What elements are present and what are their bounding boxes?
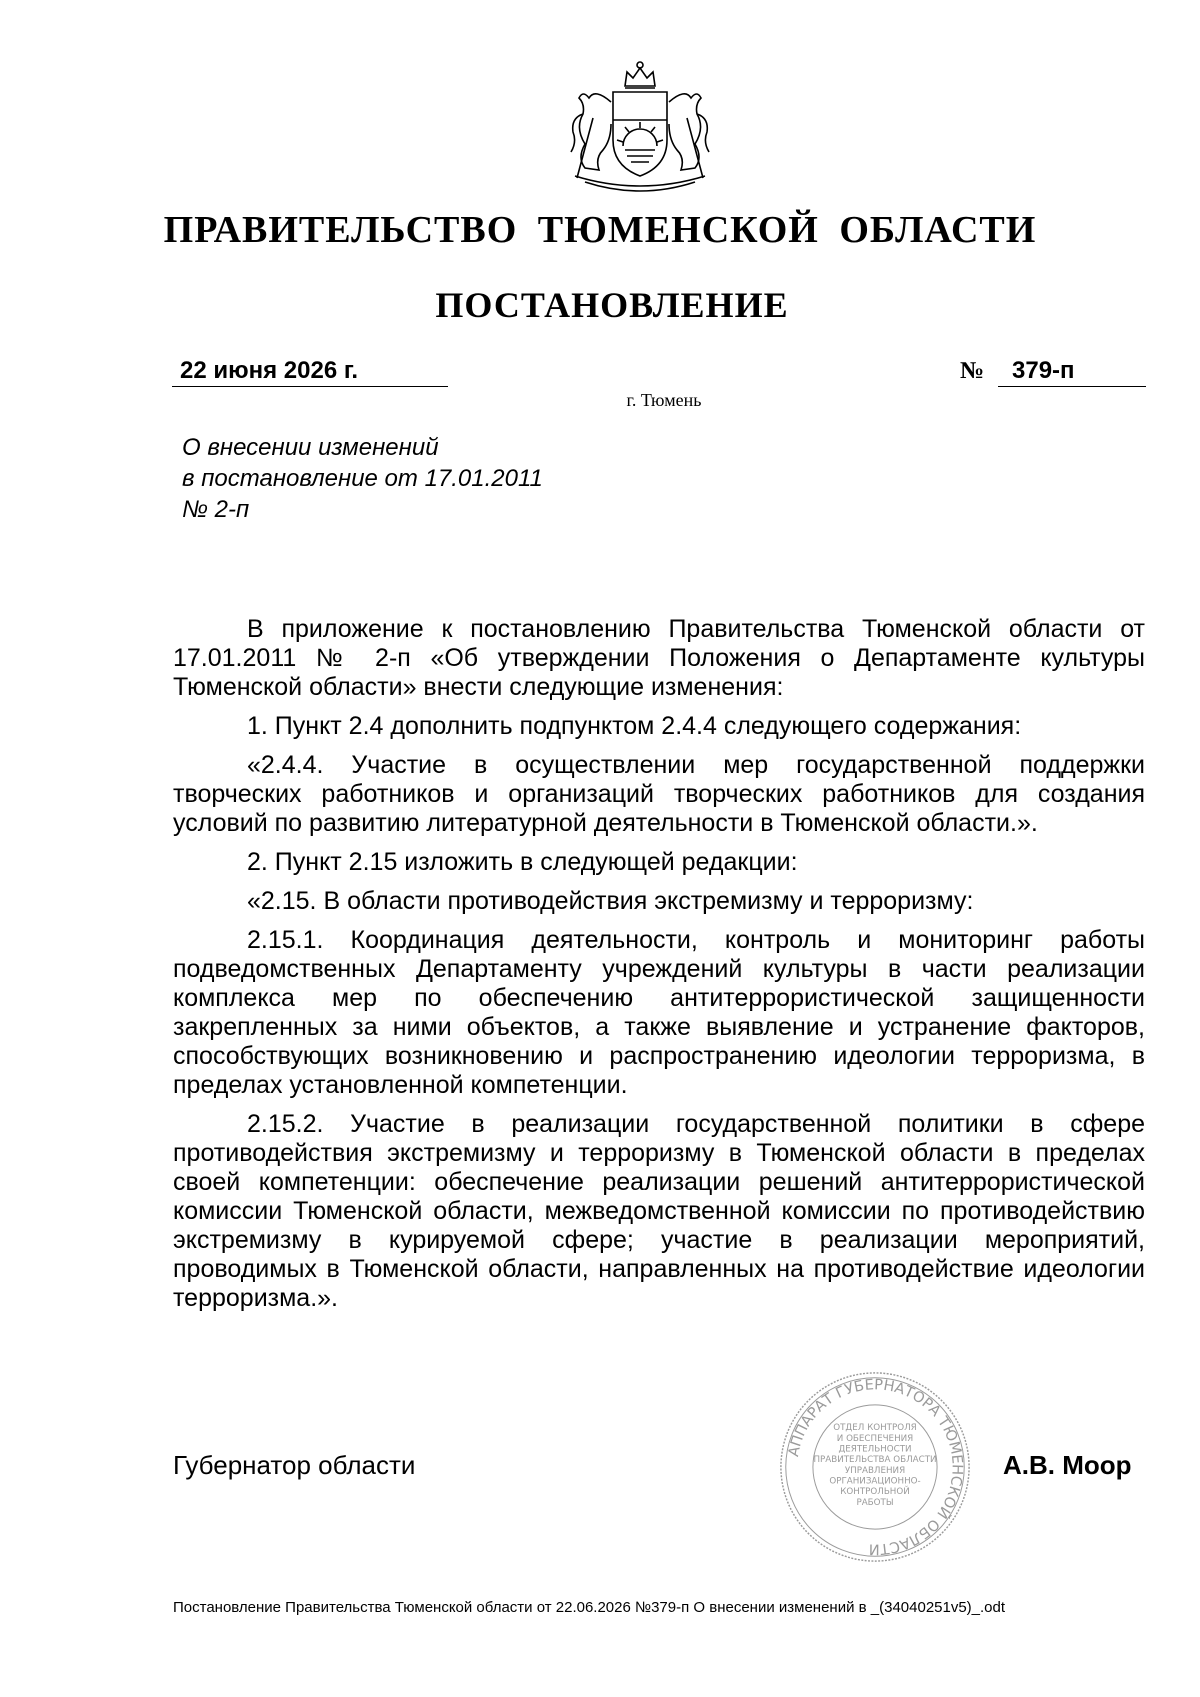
stamp-inner-line: ОТДЕЛ КОНТРОЛЯ bbox=[833, 1423, 917, 1434]
body-paragraph: 2. Пункт 2.15 изложить в следующей редакции: bbox=[247, 848, 798, 876]
stamp-inner-line: КОНТРОЛЬНОЙ bbox=[840, 1487, 910, 1498]
stamp-inner-line: ПРАВИТЕЛЬСТВА ОБЛАСТИ bbox=[813, 1455, 937, 1466]
body-paragraph: 2.15.1. Координация деятельности, контроль и мониторинг работы подведомственных Департаменту учреждений культуры в части реализации комплекса мер по обеспечению антитеррористической защищенности закрепленных за ними объектов, а также выявление и устранение факторов, способствующих возникновению и распространению идеологии терроризма, в пределах установленной компетенции. bbox=[173, 926, 1145, 1099]
coat-of-arms-emblem bbox=[555, 58, 725, 198]
page-footer: Постановление Правительства Тюменской области от 22.06.2026 №379-п О внесении изменений в _(34040251v5)_.odt bbox=[173, 1599, 1006, 1616]
stamp-inner-line: РАБОТЫ bbox=[856, 1497, 894, 1508]
issue-city: г. Тюмень bbox=[626, 390, 702, 410]
signatory-name: А.В. Моор bbox=[1003, 1450, 1132, 1480]
stamp-inner-line: ОРГАНИЗАЦИОННО- bbox=[829, 1476, 921, 1487]
subject-line: О внесении изменений bbox=[182, 434, 439, 461]
body-paragraph: «2.4.4. Участие в осуществлении мер государственной поддержки творческих работников и организаций творческих работников для создания условий по развитию литературной деятельности в Тюменской области.». bbox=[173, 751, 1145, 837]
signatory-title: Губернатор области bbox=[173, 1450, 416, 1480]
document-number: 379-п bbox=[998, 356, 1146, 387]
subject-line: № 2-п bbox=[182, 496, 250, 523]
body-paragraph: В приложение к постановлению Правительства Тюменской области от 17.01.2011 № 2-п «Об утверждении Положения о Департаменте культуры Тюменской области» внести следующие изменения: bbox=[173, 615, 1145, 701]
stamp-outer-text: АППАРАТ ГУБЕРНАТОРА ТЮМЕНСКОЙ ОБЛАСТИ bbox=[785, 1376, 966, 1558]
document-date: 22 июня 2026 г. bbox=[172, 356, 448, 387]
body-paragraph: «2.15. В области противодействия экстремизму и терроризму: bbox=[247, 887, 974, 915]
document-type-title: ПОСТАНОВЛЕНИЕ bbox=[435, 285, 789, 325]
stamp-inner-line: И ОБЕСПЕЧЕНИЯ bbox=[836, 1433, 914, 1444]
stamp-inner-line: ДЕЯТЕЛЬНОСТИ bbox=[838, 1444, 912, 1455]
document-subject bbox=[182, 432, 702, 525]
document-number-label: № bbox=[960, 358, 985, 384]
official-stamp bbox=[778, 1370, 972, 1564]
subject-line: в постановление от 17.01.2011 bbox=[182, 465, 543, 492]
document-body bbox=[173, 615, 1145, 1323]
organization-title: ПРАВИТЕЛЬСТВО ТЮМЕНСКОЙ ОБЛАСТИ bbox=[163, 209, 1037, 251]
body-paragraph: 2.15.2. Участие в реализации государственной политики в сфере противодействия экстремизму и терроризму в Тюменской области в пределах своей компетенции: обеспечение реализации решений антитеррористической комиссии Тюменской области, межведомственной комиссии по противодействию экстремизму в курируемой сфере; участие в реализации мероприятий, проводимых в Тюменской области, направленных на противодействие идеологии терроризма.». bbox=[173, 1110, 1145, 1312]
body-paragraph: 1. Пункт 2.4 дополнить подпунктом 2.4.4 следующего содержания: bbox=[247, 712, 1022, 740]
stamp-inner-line: УПРАВЛЕНИЯ bbox=[844, 1465, 906, 1476]
